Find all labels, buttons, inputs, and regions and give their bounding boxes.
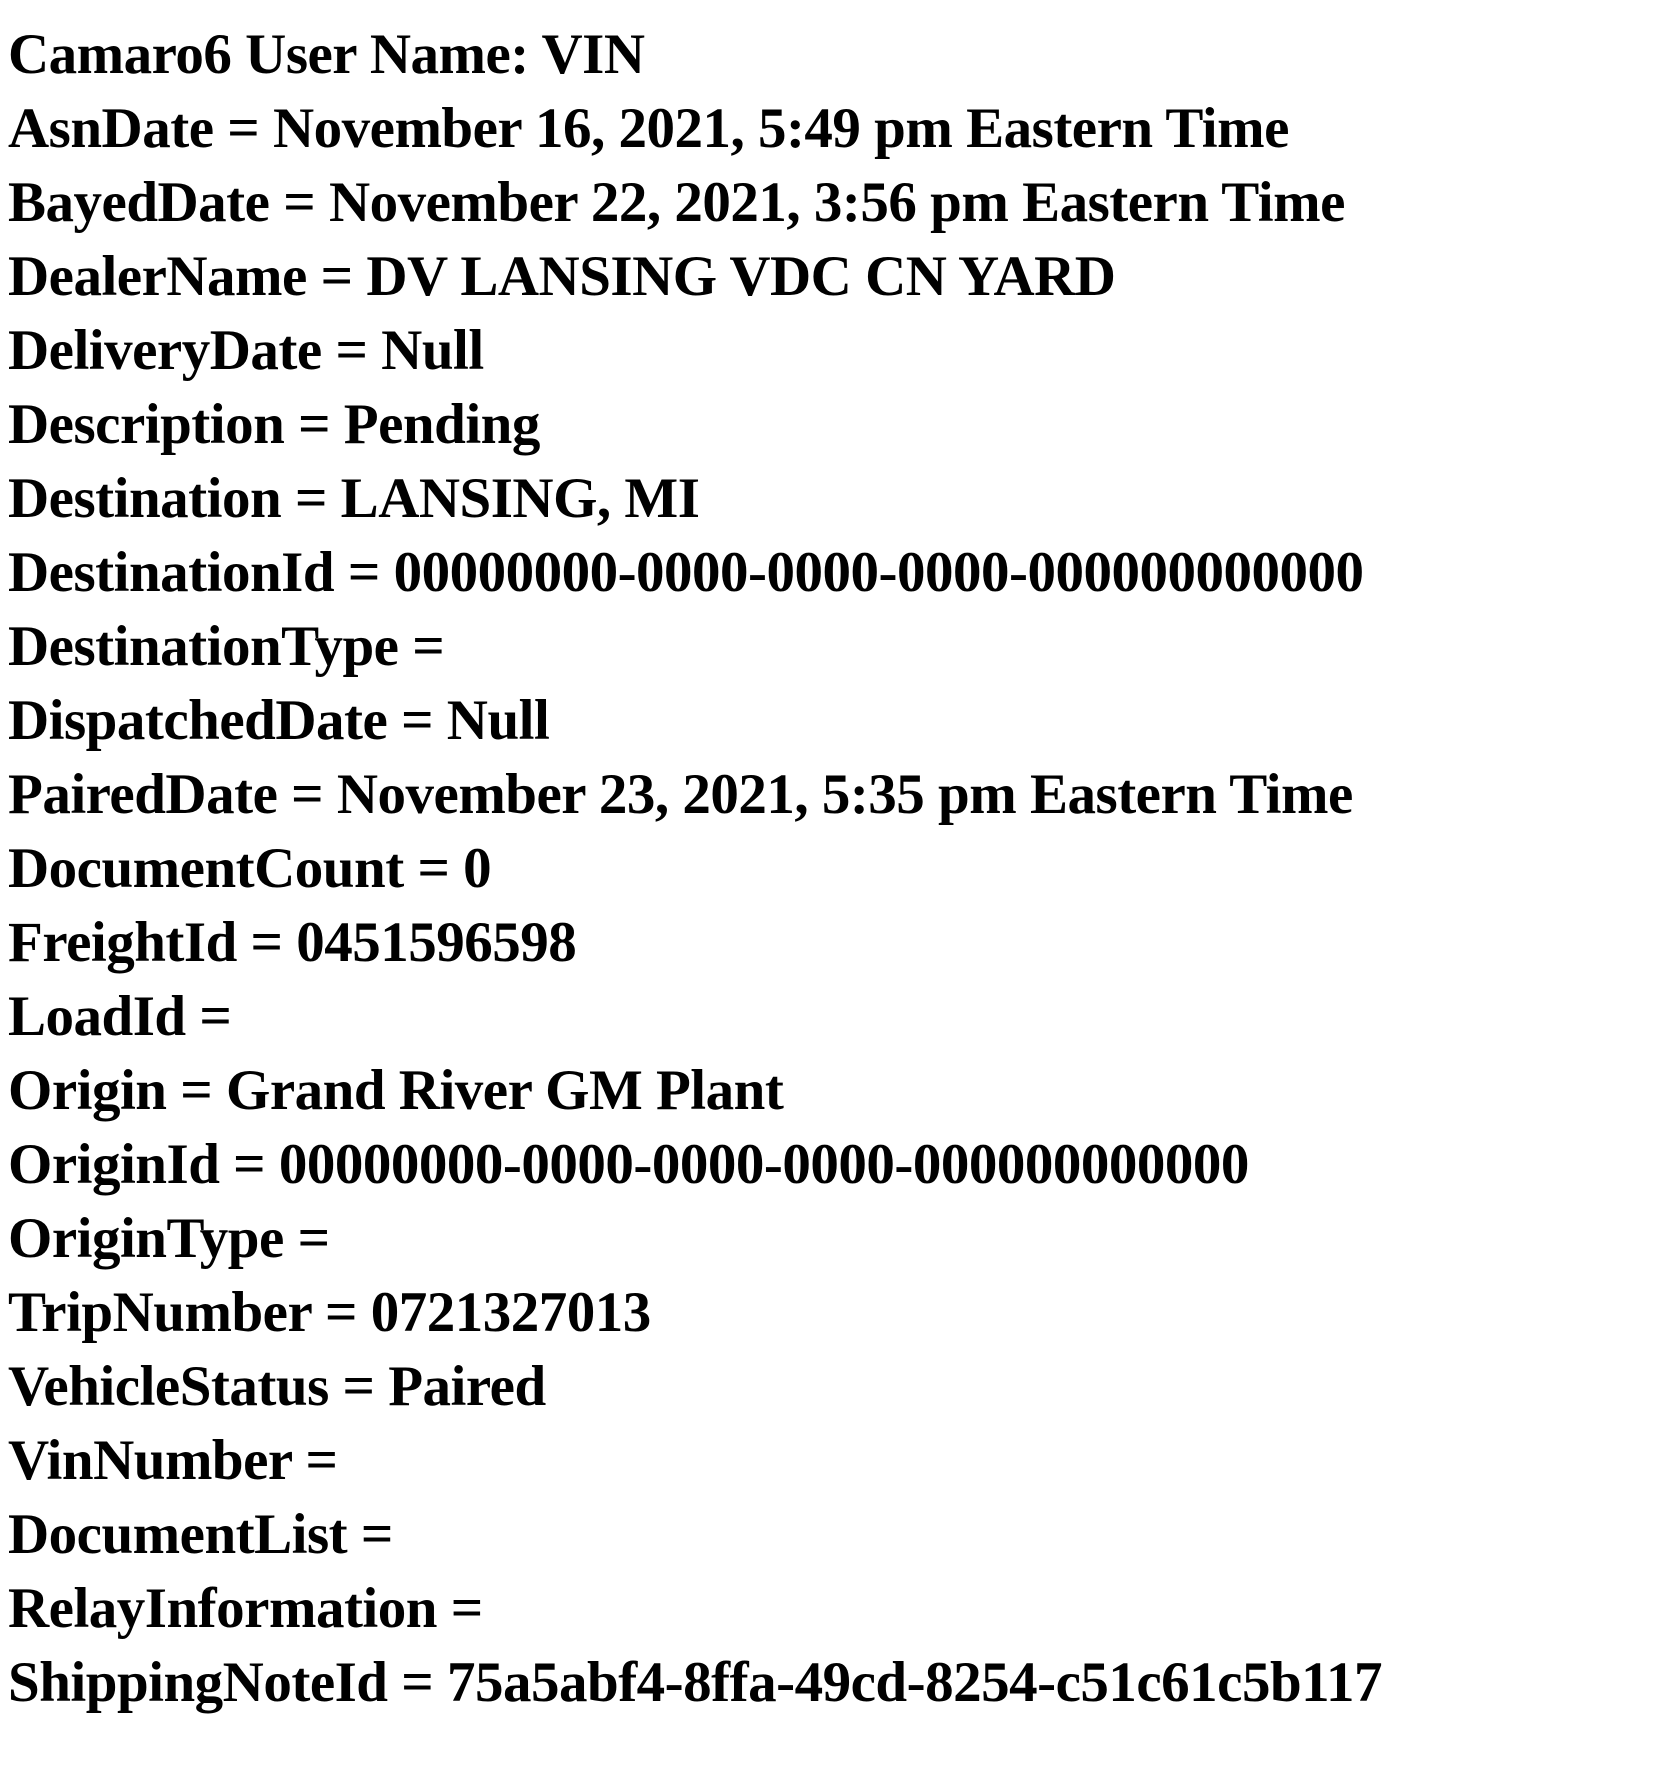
field-separator: = (277, 763, 337, 826)
field-separator: = (291, 1429, 352, 1492)
field-label: VinNumber (8, 1429, 292, 1492)
field-value: November 16, 2021, 5:49 pm Eastern Time (272, 97, 1289, 160)
field-value: Paired (388, 1355, 546, 1418)
field-row (8, 980, 1680, 1054)
field-label: DocumentList (8, 1503, 348, 1566)
field-separator: = (398, 615, 458, 678)
field-row (8, 92, 1680, 166)
field-row (8, 1054, 1680, 1128)
field-label: Description (8, 393, 285, 456)
field-row (8, 1276, 1680, 1350)
field-row (8, 166, 1680, 240)
field-label: DispatchedDate (8, 689, 388, 752)
field-separator: = (236, 911, 297, 974)
field-separator: = (284, 393, 344, 456)
field-label: Destination (8, 467, 282, 530)
field-label: AsnDate (8, 97, 214, 160)
field-value: Pending (343, 393, 540, 456)
field-value: November 22, 2021, 3:56 pm Eastern Time (328, 171, 1345, 234)
field-label: FreightId (8, 911, 237, 974)
field-value: VIN (541, 23, 645, 86)
field-separator: = (306, 245, 367, 308)
field-row (8, 906, 1680, 980)
field-label: Origin (8, 1059, 167, 1122)
field-value: 00000000-0000-0000-0000-000000000000 (393, 541, 1364, 604)
field-row (8, 1424, 1680, 1498)
field-separator: = (283, 1207, 344, 1270)
field-row (8, 314, 1680, 388)
field-row (8, 1572, 1680, 1646)
field-separator: = (219, 1133, 279, 1196)
field-label: RelayInformation (8, 1577, 437, 1640)
field-row (8, 684, 1680, 758)
field-row (8, 388, 1680, 462)
field-row (8, 1498, 1680, 1572)
field-label: DestinationId (8, 541, 335, 604)
field-label: BayedDate (8, 171, 270, 234)
field-separator: = (166, 1059, 226, 1122)
field-label: TripNumber (8, 1281, 312, 1344)
field-value: November 23, 2021, 5:35 pm Eastern Time (336, 763, 1353, 826)
field-separator: = (311, 1281, 371, 1344)
field-value: 75a5abf4-8ffa-49cd-8254-c51c61c5b117 (447, 1651, 1383, 1714)
field-label: LoadId (8, 985, 186, 1048)
field-label: DealerName (8, 245, 307, 308)
field-row (8, 1646, 1680, 1720)
field-row (8, 758, 1680, 832)
field-value: 00000000-0000-0000-0000-000000000000 (278, 1133, 1249, 1196)
field-row (8, 240, 1680, 314)
field-value: Null (381, 319, 484, 382)
field-label: VehicleStatus (8, 1355, 329, 1418)
field-value: Grand River GM Plant (226, 1059, 784, 1122)
field-separator: = (387, 1651, 447, 1714)
field-row (8, 18, 1680, 92)
field-label: DocumentCount (8, 837, 404, 900)
field-value: 0451596598 (296, 911, 577, 974)
field-row (8, 610, 1680, 684)
field-label: OriginId (8, 1133, 220, 1196)
field-separator: = (321, 319, 382, 382)
field-value: DV LANSING VDC CN YARD (366, 245, 1116, 308)
field-row (8, 1350, 1680, 1424)
field-value: 0 (463, 837, 492, 900)
field-separator: = (269, 171, 329, 234)
field-label: DeliveryDate (8, 319, 322, 382)
field-row (8, 1202, 1680, 1276)
field-row (8, 1128, 1680, 1202)
field-separator: = (347, 1503, 407, 1566)
field-separator: = (213, 97, 273, 160)
field-row (8, 832, 1680, 906)
field-label: Camaro6 User Name (8, 23, 511, 86)
field-separator: = (281, 467, 341, 530)
field-label: PairedDate (8, 763, 278, 826)
field-value: Null (446, 689, 550, 752)
field-label: OriginType (8, 1207, 284, 1270)
field-label: ShippingNoteId (8, 1651, 388, 1714)
field-row (8, 462, 1680, 536)
field-value: LANSING, MI (340, 467, 700, 530)
field-separator: = (328, 1355, 389, 1418)
field-separator: = (185, 985, 246, 1048)
vehicle-detail-list (8, 18, 1680, 1720)
field-separator: = (436, 1577, 497, 1640)
field-label: DestinationType (8, 615, 399, 678)
field-separator: = (334, 541, 394, 604)
field-separator: : (510, 23, 542, 86)
field-separator: = (403, 837, 464, 900)
field-value: 0721327013 (370, 1281, 651, 1344)
field-separator: = (387, 689, 447, 752)
field-row (8, 536, 1680, 610)
